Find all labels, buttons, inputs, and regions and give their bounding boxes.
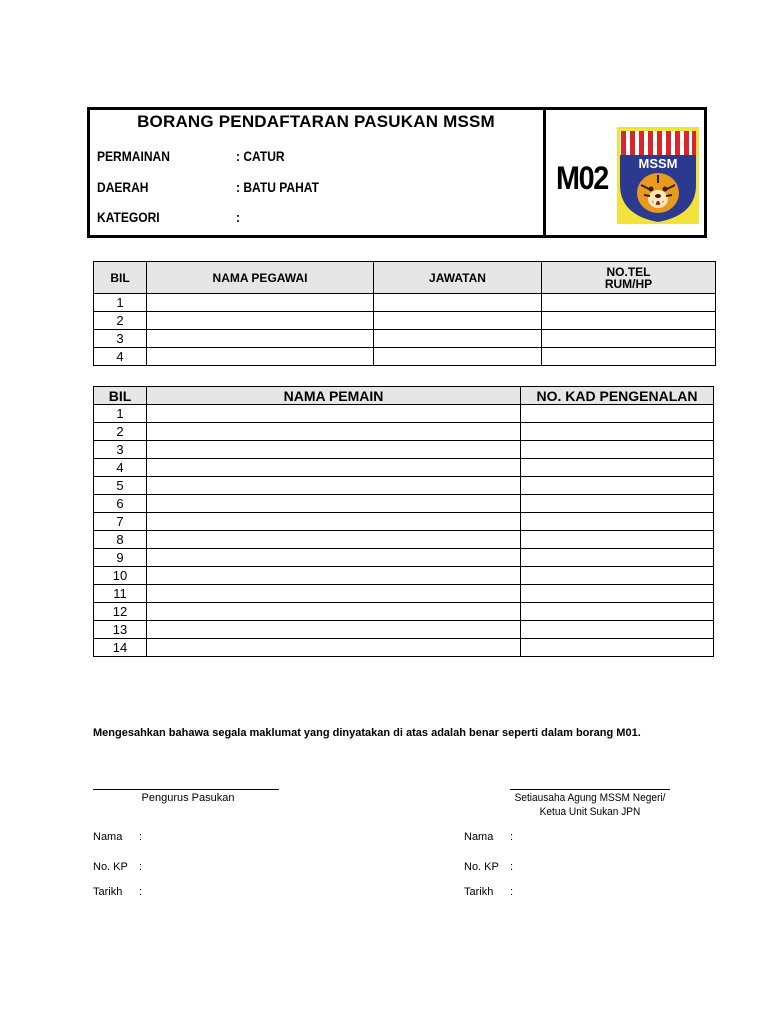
player-bil-cell: 6 (94, 495, 147, 513)
player-input-cell[interactable] (521, 423, 714, 441)
officer-input-cell[interactable] (147, 348, 374, 366)
officer-bil-cell: 3 (94, 330, 147, 348)
header-divider (543, 107, 546, 238)
signature-line-left (93, 789, 279, 790)
officer-input-cell[interactable] (542, 348, 716, 366)
field-value-kategori: : (236, 209, 241, 225)
left-nokp-colon: : (139, 861, 143, 873)
table-row (94, 567, 714, 585)
officer-input-cell[interactable] (147, 312, 374, 330)
left-nama-colon: : (139, 831, 143, 843)
left-nama-label: Nama (93, 831, 123, 843)
officer-bil-cell: 2 (94, 312, 147, 330)
confirmation-text: Mengesahkan bahawa segala maklumat yang dinyatakan di atas adalah benar seperti dalam borang M01. (93, 727, 641, 739)
officer-input-cell[interactable] (542, 312, 716, 330)
col-header-bil: BIL (94, 387, 147, 405)
player-input-cell[interactable] (147, 423, 521, 441)
player-input-cell[interactable] (521, 603, 714, 621)
officer-input-cell[interactable] (147, 294, 374, 312)
player-input-cell[interactable] (147, 405, 521, 423)
col-header-nama-pegawai: NAMA PEGAWAI (147, 262, 374, 294)
officer-table (93, 261, 716, 366)
player-input-cell[interactable] (521, 639, 714, 657)
table-row (94, 405, 714, 423)
table-row (94, 423, 714, 441)
player-input-cell[interactable] (521, 585, 714, 603)
player-bil-cell: 12 (94, 603, 147, 621)
player-input-cell[interactable] (521, 549, 714, 567)
player-input-cell[interactable] (147, 477, 521, 495)
table-row (94, 585, 714, 603)
table-row (94, 330, 716, 348)
signature-caption-right-1: Setiausaha Agung MSSM Negeri/ (514, 792, 666, 804)
player-input-cell[interactable] (521, 495, 714, 513)
col-header-no-tel: NO.TEL RUM/HP (542, 262, 716, 294)
player-bil-cell: 13 (94, 621, 147, 639)
player-bil-cell: 11 (94, 585, 147, 603)
field-value-daerah: : BATU PAHAT (236, 179, 319, 195)
signature-caption-right-2: Ketua Unit Sukan JPN (539, 806, 641, 818)
player-input-cell[interactable] (147, 621, 521, 639)
field-label-daerah: DAERAH (97, 179, 149, 195)
player-input-cell[interactable] (147, 495, 521, 513)
player-input-cell[interactable] (521, 513, 714, 531)
officer-bil-cell: 4 (94, 348, 147, 366)
player-input-cell[interactable] (147, 513, 521, 531)
player-input-cell[interactable] (147, 603, 521, 621)
player-input-cell[interactable] (521, 441, 714, 459)
right-nama-label: Nama (464, 831, 494, 843)
table-row (94, 441, 714, 459)
player-input-cell[interactable] (147, 585, 521, 603)
left-tarikh-colon: : (139, 886, 143, 898)
player-input-cell[interactable] (521, 459, 714, 477)
player-bil-cell: 4 (94, 459, 147, 477)
player-bil-cell: 8 (94, 531, 147, 549)
signature-line-right (510, 789, 670, 790)
player-input-cell[interactable] (147, 639, 521, 657)
player-bil-cell: 9 (94, 549, 147, 567)
player-input-cell[interactable] (147, 459, 521, 477)
field-label-permainan: PERMAINAN (97, 148, 170, 164)
officer-input-cell[interactable] (374, 312, 542, 330)
mssm-logo (617, 127, 699, 224)
officer-input-cell[interactable] (374, 294, 542, 312)
table-row (94, 621, 714, 639)
table-row (94, 495, 714, 513)
col-header-jawatan: JAWATAN (374, 262, 542, 294)
officer-table-header (94, 262, 716, 294)
player-input-cell[interactable] (521, 567, 714, 585)
form-title: BORANG PENDAFTARAN PASUKAN MSSM (137, 112, 495, 131)
field-label-kategori: KATEGORI (97, 209, 160, 225)
form-code: M02 (556, 160, 608, 196)
player-table-header (94, 387, 714, 405)
officer-input-cell[interactable] (374, 330, 542, 348)
field-value-permainan: : CATUR (236, 148, 285, 164)
logo-stripes (620, 131, 696, 155)
player-input-cell[interactable] (521, 477, 714, 495)
officer-input-cell[interactable] (542, 294, 716, 312)
tiger-icon (637, 173, 679, 213)
right-tarikh-colon: : (510, 886, 514, 898)
player-input-cell[interactable] (521, 621, 714, 639)
officer-input-cell[interactable] (374, 348, 542, 366)
player-table (93, 386, 714, 657)
table-row (94, 549, 714, 567)
table-row (94, 603, 714, 621)
player-bil-cell: 10 (94, 567, 147, 585)
table-row (94, 459, 714, 477)
player-bil-cell: 3 (94, 441, 147, 459)
table-row (94, 477, 714, 495)
table-row (94, 294, 716, 312)
left-nokp-label: No. KP (93, 861, 128, 873)
player-input-cell[interactable] (521, 531, 714, 549)
signature-caption-left: Pengurus Pasukan (141, 792, 235, 804)
officer-input-cell[interactable] (147, 330, 374, 348)
col-header-bil: BIL (94, 262, 147, 294)
officer-input-cell[interactable] (542, 330, 716, 348)
player-input-cell[interactable] (147, 441, 521, 459)
player-bil-cell: 14 (94, 639, 147, 657)
officer-bil-cell: 1 (94, 294, 147, 312)
table-row (94, 513, 714, 531)
table-row (94, 531, 714, 549)
left-tarikh-label: Tarikh (93, 886, 123, 898)
player-input-cell[interactable] (147, 549, 521, 567)
logo-text: MSSM (638, 156, 678, 171)
right-nokp-colon: : (510, 861, 514, 873)
player-input-cell[interactable] (521, 405, 714, 423)
right-tarikh-label: Tarikh (464, 886, 494, 898)
player-input-cell[interactable] (147, 567, 521, 585)
right-nama-colon: : (510, 831, 514, 843)
col-header-nama-pemain: NAMA PEMAIN (147, 387, 521, 405)
player-bil-cell: 5 (94, 477, 147, 495)
right-nokp-label: No. KP (464, 861, 499, 873)
table-row (94, 639, 714, 657)
player-bil-cell: 2 (94, 423, 147, 441)
col-header-no-kad: NO. KAD PENGENALAN (521, 387, 714, 405)
table-row (94, 348, 716, 366)
player-input-cell[interactable] (147, 531, 521, 549)
table-row (94, 312, 716, 330)
player-bil-cell: 1 (94, 405, 147, 423)
player-bil-cell: 7 (94, 513, 147, 531)
